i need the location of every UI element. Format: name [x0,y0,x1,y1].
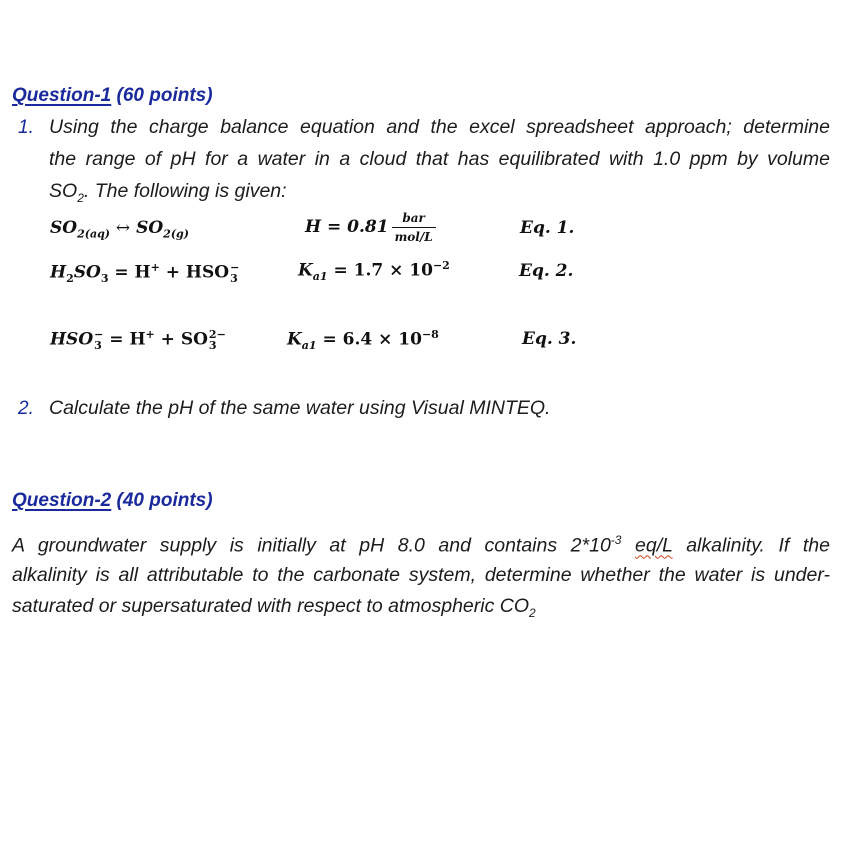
given-text: . The following is given: [83,180,287,202]
eq1-fraction: $\frac{\text{bar}}{\text{mol/L}}$ [392,211,436,244]
item-1-line-1: Using the charge balance equation and the excel spreadsheet approach; determine [49,116,830,138]
eq2-label: Eq. 2. [519,261,574,281]
eq3-label: Eq. 3. [522,329,577,349]
eq2-reaction: $H_2SO_3 = H^+$ + HSO − 3 [50,261,240,286]
q2-line-3: saturated or supersaturated with respect to atmospheric $CO_2$ [12,595,536,620]
item-1-line-2: the range of pH for a water in a cloud that has equilibrated with 1.0 ppm by volume [49,148,830,170]
reversible-arrow-icon: ↔ [115,218,131,238]
eq2-constant: $K_{a1} = 1.7 \times 10^{-2}$ [298,259,450,284]
eq3-reaction: HSO − 3 = H+ + SO 2− 3 [50,328,226,353]
question-1-heading [12,85,213,107]
spelling-flagged-unit[interactable]: eq/L [635,534,673,557]
eq3-constant: $K_{a1} = 6.4 \times 10^{-8}$ [287,328,439,353]
so2-text: SO [49,180,78,202]
question-2-points: (40 points) [116,490,213,511]
item-1-line-3 [49,180,287,205]
question-2-heading [12,490,213,512]
item-2-text: Calculate the pH of the same water using Visual MINTEQ. [49,397,551,419]
q2-line-1: A groundwater supply is initially at pH 8.0 and contains $2*10^{-3}$ eq/L alkalinity. If the [12,533,831,557]
item-1-number: 1. [18,117,34,138]
eq1-label: Eq. 1. [520,218,575,238]
question-1-points: (60 points) [116,85,213,106]
item-2-number: 2. [18,398,34,419]
eq1-reaction: $SO_{2(aq)}$ ↔ $SO_{2(g)}$ [50,218,189,241]
question-2-link[interactable]: Question-2 [12,490,112,511]
question-1-link[interactable]: Question-1 [12,85,112,106]
q2-line-2: alkalinity is all attributable to the carbonate system, determine whether the water is under- [12,564,830,586]
eq1-constant: H = 0.81 $\frac{\text{bar}}{\text{mol/L}}$ [305,211,436,244]
so2-subscript: 2 [77,190,84,205]
